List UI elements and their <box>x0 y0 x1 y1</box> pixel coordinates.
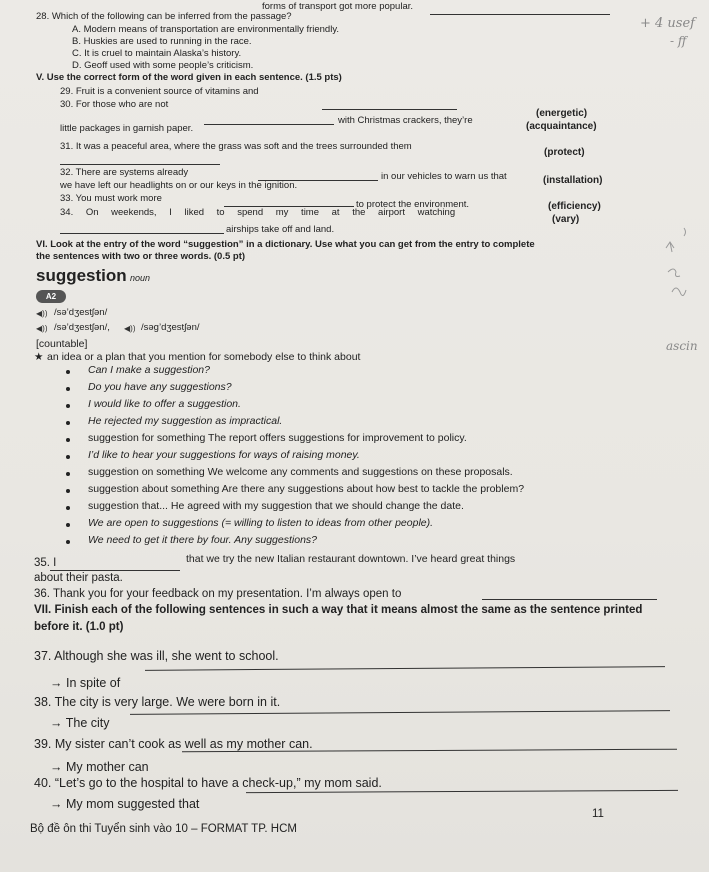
q34-text: 34. On weekends, I liked to spend my time at the airport watching <box>60 207 456 218</box>
bullet <box>66 421 70 425</box>
section5-heading: V. Use the correct form of the word given in each sentence. (1.5 pts) <box>36 72 342 83</box>
q39-cue: → My mother can <box>50 760 149 774</box>
q38-text: 38. The city is very large. We were born in it. <box>34 695 281 709</box>
q37-text: 37. Although she was ill, she went to school. <box>34 649 279 663</box>
handwritten-note: - ff <box>670 34 687 48</box>
q35-blank[interactable] <box>50 570 180 571</box>
q33-text-b: to protect the environment. <box>356 199 470 210</box>
speaker-icon[interactable]: ◀)) <box>36 309 48 318</box>
q37-answer-line[interactable] <box>145 666 665 671</box>
q29-text: 29. Fruit is a convenient source of vitamins and <box>60 86 259 97</box>
bullet <box>66 540 70 544</box>
q33-text-a: 33. You must work more <box>60 193 162 204</box>
q31-blank[interactable] <box>60 164 220 165</box>
example-item: We need to get it there by four. Any suggestions? <box>88 534 318 546</box>
countable-label: [countable] <box>36 338 88 350</box>
example-item: Do you have any suggestions? <box>88 381 232 393</box>
bullet <box>66 472 70 476</box>
q35-text-c: about their pasta. <box>34 572 123 584</box>
section7-heading: VII. Finish each of the following sentences in such a way that it means almost the same as the sentence printed <box>34 604 643 616</box>
q28-option-d: D. Geoff used with some people’s criticism. <box>72 60 254 71</box>
q40-cue: → My mom suggested that <box>50 797 200 811</box>
section6-heading: VI. Look at the entry of the word “suggestion” in a dictionary. Use what you can get from the entry to complete <box>36 239 535 250</box>
example-item: suggestion for something The report offers suggestions for improvement to policy. <box>88 432 467 444</box>
definition: an idea or a plan that you mention for somebody else to think about <box>47 351 361 363</box>
entry-pos: noun <box>130 273 151 283</box>
q30-text-b: with Christmas crackers, they’re <box>338 115 473 126</box>
bullet <box>66 455 70 459</box>
q31-text: 31. It was a peaceful area, where the grass was soft and the trees surrounded them <box>60 141 412 152</box>
bullet <box>66 438 70 442</box>
q39-text: 39. My sister can’t cook as well as my mother can. <box>34 737 313 751</box>
q32-text-b: in our vehicles to warn us that <box>381 171 507 182</box>
q29-blank[interactable] <box>322 109 457 110</box>
example-item: We are open to suggestions (= willing to listen to ideas from other people). <box>88 517 434 529</box>
q35-text-b: that we try the new Italian restaurant downtown. I’ve heard great things <box>186 553 516 565</box>
level-badge: A2 <box>36 290 66 303</box>
cut-rule <box>430 14 610 15</box>
handwritten-note: ascin <box>666 339 698 353</box>
pron-uk: /sə’dʒestʃən/ <box>54 307 108 318</box>
example-item: suggestion about something Are there any suggestions about how best to tackle the problem? <box>88 483 525 495</box>
handwritten-note: + 4 usef <box>640 16 695 31</box>
q33-hint: (efficiency) <box>548 201 601 212</box>
q34-blank[interactable] <box>60 233 224 234</box>
q37-cue: → In spite of <box>50 676 121 690</box>
page-number: 11 <box>592 808 604 820</box>
q36-text: 36. Thank you for your feedback on my presentation. I’m always open to <box>34 588 402 600</box>
q29-hint: (energetic) <box>536 108 588 119</box>
q30-text-c: little packages in garnish paper. <box>60 123 194 134</box>
q28-stem: 28. Which of the following can be inferred from the passage? <box>36 11 292 22</box>
q28-option-a: A. Modern means of transportation are environmentally friendly. <box>72 24 340 35</box>
q32-hint: (installation) <box>543 175 603 186</box>
handwritten-doodle <box>658 222 698 312</box>
bullet <box>66 506 70 510</box>
q28-option-b: B. Huskies are used to running in the race. <box>72 36 252 47</box>
bullet <box>66 404 70 408</box>
bullet <box>66 489 70 493</box>
q40-text: 40. “Let’s go to the hospital to have a check-up,” my mom said. <box>34 776 382 790</box>
example-item: suggestion on something We welcome any comments and suggestions on these proposals. <box>88 466 513 478</box>
bullet <box>66 370 70 374</box>
bullet <box>66 387 70 391</box>
section6-heading-2: the sentences with two or three words. (0.5 pt) <box>36 251 246 262</box>
example-item: I would like to offer a suggestion. <box>88 398 241 410</box>
example-item: I’d like to hear your suggestions for ways of raising money. <box>88 449 360 461</box>
q38-answer-line[interactable] <box>130 710 670 715</box>
q34-text-b: airships take off and land. <box>226 224 335 235</box>
q30-hint: (acquaintance) <box>526 121 597 132</box>
q28-option-c: C. It is cruel to maintain Alaska’s history. <box>72 48 242 59</box>
q30-text-a: 30. For those who are not <box>60 99 169 110</box>
q38-cue: → The city <box>50 716 110 730</box>
entry-word: suggestion <box>36 266 127 285</box>
speaker-icon[interactable]: ◀)) <box>36 324 48 333</box>
example-item: He rejected my suggestion as impractical. <box>88 415 283 427</box>
speaker-icon[interactable]: ◀)) <box>124 324 136 333</box>
pron-us-2: /səg’dʒestʃən/ <box>141 322 200 333</box>
cut-line: forms of transport got more popular. <box>262 1 414 12</box>
q36-blank[interactable] <box>482 599 657 600</box>
q34-hint: (vary) <box>552 214 580 225</box>
q30-blank[interactable] <box>204 124 334 125</box>
section7-heading-2: before it. (1.0 pt) <box>34 621 124 633</box>
example-item: Can I make a suggestion? <box>88 364 210 376</box>
footer-source: Bộ đề ôn thi Tuyển sinh vào 10 – FORMAT TP. HCM <box>30 823 297 835</box>
q32-text-c: we have left our headlights on or our keys in the ignition. <box>60 180 298 191</box>
bullet <box>66 523 70 527</box>
example-item: suggestion that... He agreed with my suggestion that we should change the date. <box>88 500 464 512</box>
q35-text-a: 35. I <box>34 557 57 569</box>
star-icon: ★ <box>34 351 44 363</box>
q32-text-a: 32. There are systems already <box>60 167 189 178</box>
pron-us-1: /sə’dʒestʃən/, <box>54 322 110 333</box>
q31-hint: (protect) <box>544 147 585 158</box>
